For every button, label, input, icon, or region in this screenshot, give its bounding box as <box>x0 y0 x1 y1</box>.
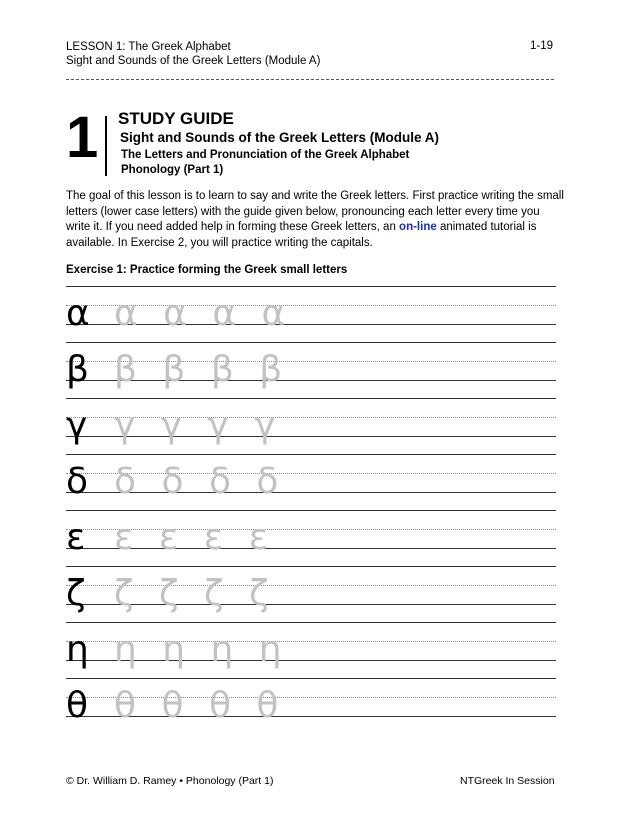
study-guide-title: STUDY GUIDE <box>118 109 234 128</box>
intro-text-2: animated tutorial is available. In Exercise 2, you will practice writing the capitals. <box>66 221 537 249</box>
study-guide-line-2: Phonology (Part 1) <box>121 164 224 176</box>
guide-line-top <box>66 566 556 567</box>
online-tutorial-link[interactable]: on-line <box>399 221 437 233</box>
trace-letters: δ δ δ δ <box>114 461 283 502</box>
footer-course: NTGreek In Session <box>460 775 555 787</box>
guide-line-top <box>66 398 556 399</box>
model-letter: ε <box>66 517 86 558</box>
guide-line-top <box>66 622 556 623</box>
practice-row <box>66 566 556 621</box>
intro-text-1: The goal of this lesson is to learn to say and write the Greek letters. First practice writing the small letters (lower case letters) with the guide given below, pronouncing each letter every time you write it. If you need added help in forming these Greek letters, an <box>66 190 564 233</box>
header-subtitle: Sight and Sounds of the Greek Letters (Module A) <box>66 55 321 67</box>
practice-row <box>66 398 556 453</box>
header-divider <box>66 79 554 80</box>
model-letter: η <box>66 629 89 670</box>
practice-row <box>66 342 556 397</box>
practice-row <box>66 510 556 565</box>
trace-letters: θ θ θ θ <box>114 685 283 726</box>
intro-paragraph <box>66 189 566 251</box>
lesson-number: 1 <box>66 105 99 170</box>
trace-letters: β β β β <box>114 349 287 390</box>
exercise-title: Exercise 1: Practice forming the Greek small letters <box>66 264 348 276</box>
trace-letters: ζ ζ ζ ζ <box>114 573 273 614</box>
model-letter: δ <box>66 461 89 502</box>
model-letter: α <box>66 293 90 334</box>
header-lesson: LESSON 1: The Greek Alphabet <box>66 41 231 53</box>
study-guide-subtitle: Sight and Sounds of the Greek Letters (Module A) <box>120 130 440 145</box>
model-letter: ζ <box>66 573 86 614</box>
guide-line-top <box>66 678 556 679</box>
guide-line-top <box>66 510 556 511</box>
guide-line-top <box>66 342 556 343</box>
practice-row <box>66 678 556 733</box>
study-guide-line-1: The Letters and Pronunciation of the Greek Alphabet <box>121 149 410 161</box>
footer-copyright: © Dr. William D. Ramey • Phonology (Part 1) <box>66 775 274 787</box>
trace-letters: γ γ γ γ <box>114 405 280 446</box>
title-divider <box>105 116 107 176</box>
model-letter: β <box>66 349 89 390</box>
practice-row <box>66 622 556 677</box>
trace-letters: η η η η <box>114 629 286 670</box>
trace-letters: ε ε ε ε <box>114 517 273 558</box>
practice-row <box>66 286 556 341</box>
model-letter: θ <box>66 685 89 726</box>
page-number: 1-19 <box>530 40 554 52</box>
trace-letters: α α α α <box>114 293 290 334</box>
guide-line-top <box>66 286 556 287</box>
guide-line-top <box>66 454 556 455</box>
model-letter: γ <box>66 405 88 446</box>
practice-row <box>66 454 556 509</box>
